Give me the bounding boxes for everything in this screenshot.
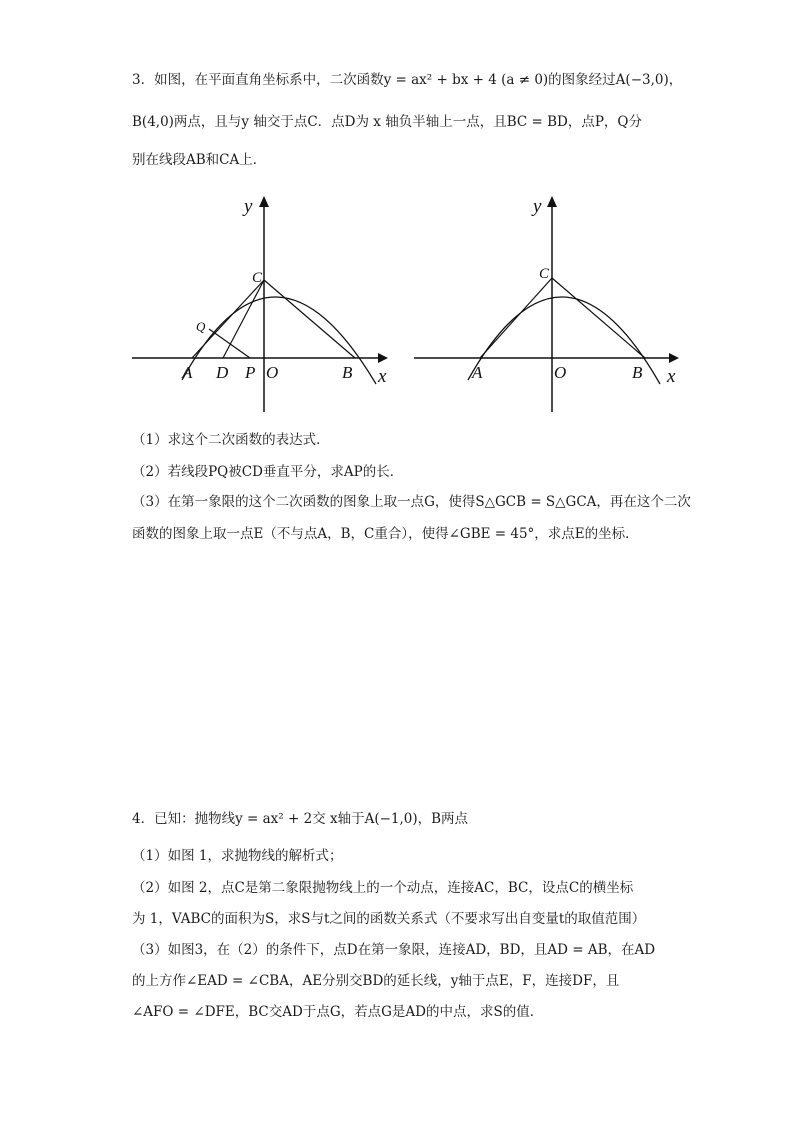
q3-sub-2: （2）若线段PQ被CD垂直平分，求AP的长． — [132, 464, 404, 480]
q3-line-1: 3．如图，在平面直角坐标系中，二次函数y = ax² + bx + 4 (a ≠ 0)的图象经过A(−3,0)， — [132, 72, 683, 88]
x-axis-arrow-icon — [669, 353, 679, 363]
q3-line-3: 别在线段AB和CA上． — [132, 152, 267, 168]
label-O: O — [266, 363, 279, 382]
q4-sub-1: （1）如图 1，求抛物线的解析式； — [132, 848, 343, 864]
label-y: y — [533, 196, 542, 217]
q3-sub-3a: （3）在第一象限的这个二次函数的图象上取一点G，使得S△GCB = S△GCA，再在这个二次 — [132, 494, 691, 510]
figure-right — [412, 190, 684, 415]
label-y: y — [244, 196, 253, 217]
label-O: O — [554, 363, 567, 382]
segment-CD — [223, 280, 264, 358]
q3-sub-1: （1）求这个二次函数的表达式． — [132, 432, 330, 448]
label-A: A — [472, 363, 483, 382]
q4-sub-3c: ∠AFO = ∠DFE，BC交AD于点G，若点G是AD的中点，求S的值． — [132, 1004, 544, 1020]
q3-sub-3b: 函数的图象上取一点E（不与点A，B，C重合），使得∠GBE = 45°，求点E的坐标． — [132, 526, 639, 542]
q4-sub-2b: 为 1，VABC的面积为S，求S与t之间的函数关系式（不要求写出自变量t的取值范围） — [132, 911, 646, 927]
y-axis-arrow-icon — [547, 196, 557, 207]
segment-CB — [552, 278, 645, 358]
segment-CB — [264, 280, 355, 358]
label-P: P — [245, 363, 256, 382]
label-D: D — [216, 363, 229, 382]
segment-PQ — [209, 329, 250, 358]
label-B: B — [342, 363, 353, 382]
label-A: A — [182, 363, 193, 382]
label-C: C — [252, 270, 263, 286]
q4-line-1: 4．已知：抛物线y = ax² + 2交 x轴于A(−1,0)，B两点 — [132, 811, 469, 827]
label-x: x — [378, 366, 387, 387]
q4-sub-3b: 的上方作∠EAD = ∠CBA，AE分别交BD的延长线，y轴于点E，F，连接DF，且 — [132, 973, 620, 989]
y-axis-arrow-icon — [259, 196, 269, 207]
label-C: C — [539, 266, 550, 282]
label-x: x — [667, 366, 676, 387]
figure-left — [130, 190, 392, 415]
q4-sub-3a: （3）如图3，在（2）的条件下，点D在第一象限，连接AD，BD，且AD = AB，在AD — [132, 942, 656, 958]
x-axis-arrow-icon — [378, 353, 388, 363]
q4-sub-2a: （2）如图 2，点C是第二象限抛物线上的一个动点，连接AC，BC，设点C的横坐标 — [132, 880, 634, 896]
label-B: B — [632, 363, 643, 382]
label-Q: Q — [196, 319, 206, 334]
segment-CA — [480, 278, 552, 358]
q3-line-2: B(4,0)两点，且与y 轴交于点C．点D为 x 轴负半轴上一点，且BC = BD，点P，Q分 — [132, 114, 642, 130]
